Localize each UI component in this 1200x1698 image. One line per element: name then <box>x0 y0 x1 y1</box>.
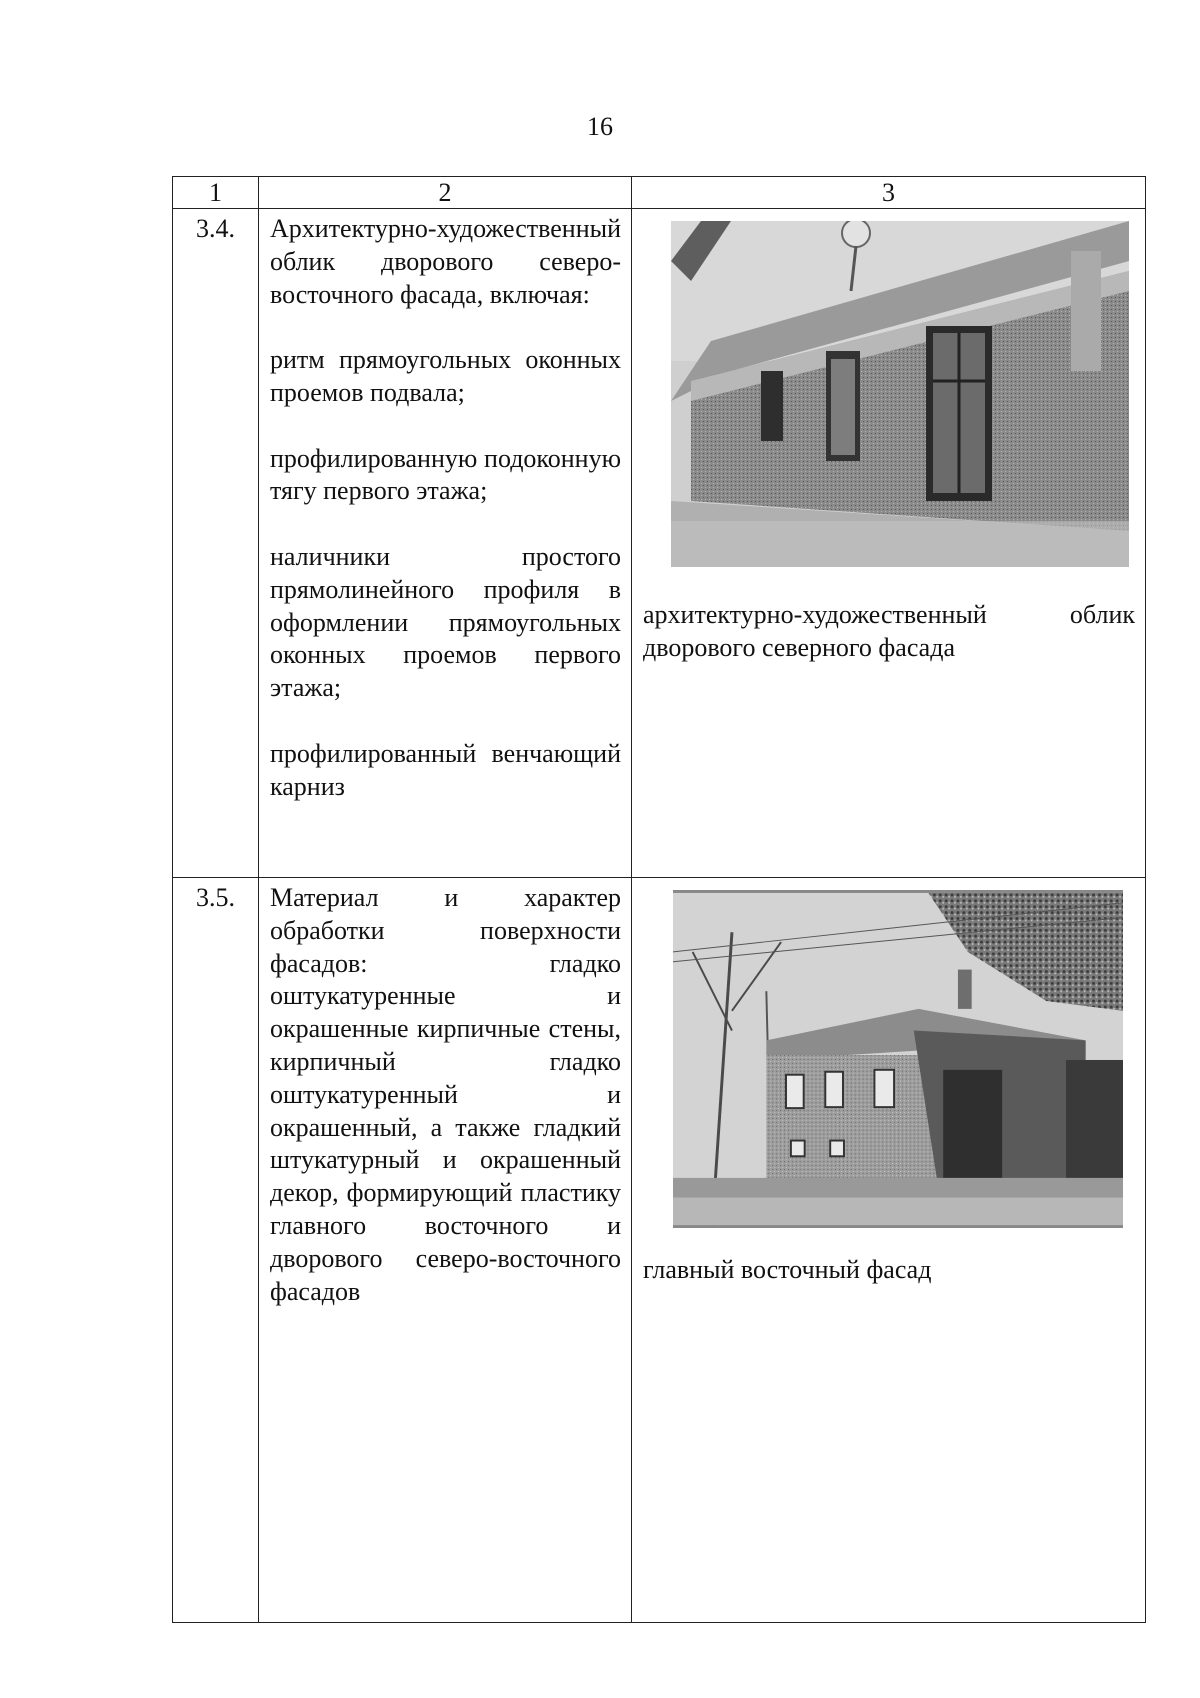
table-row <box>173 209 1146 878</box>
row-number: 3.5. <box>173 878 259 1623</box>
page-number: 16 <box>587 112 613 141</box>
description-paragraph: наличники простого прямолинейного профиля в оформлении прямоугольных оконных проемов первого этажа; <box>270 541 621 703</box>
description-paragraph: профилированный венчающий карниз <box>270 738 621 801</box>
description-cell <box>259 209 632 878</box>
table-header-row <box>173 177 1146 209</box>
column-header-3: 3 <box>632 177 1146 209</box>
column-header-2: 2 <box>259 177 632 209</box>
courtyard-facade-photo <box>671 221 1129 567</box>
photo-caption: главный восточный фасад <box>643 1255 932 1284</box>
description-paragraph: профилированную подоконную тягу первого этажа; <box>270 443 621 506</box>
description-paragraph: Материал и характер обработки поверхности фасадов: гладко оштукатуренные и окрашенные кирпичные стены, кирпичный гладко оштукатуренный и окрашенный, а также гладкий штукатурный и окрашенный декор, формирующий пластику главного восточного и дворового северо-восточного фасадов <box>270 883 621 1306</box>
description-cell <box>259 878 632 1623</box>
description-paragraph: ритм прямоугольных оконных проемов подвала; <box>270 345 621 407</box>
photo-caption: архитектурно-художественный облик дворового северного фасада <box>643 600 1135 662</box>
heritage-table <box>172 176 1146 1623</box>
row-number: 3.4. <box>173 209 259 878</box>
main-facade-photo <box>673 890 1123 1228</box>
table-row <box>173 878 1146 1623</box>
image-cell <box>632 878 1146 1623</box>
column-header-1: 1 <box>173 177 259 209</box>
description-paragraph: Архитектурно-художественный облик дворового северо-восточного фасада, включая: <box>270 214 622 309</box>
image-cell <box>632 209 1146 878</box>
